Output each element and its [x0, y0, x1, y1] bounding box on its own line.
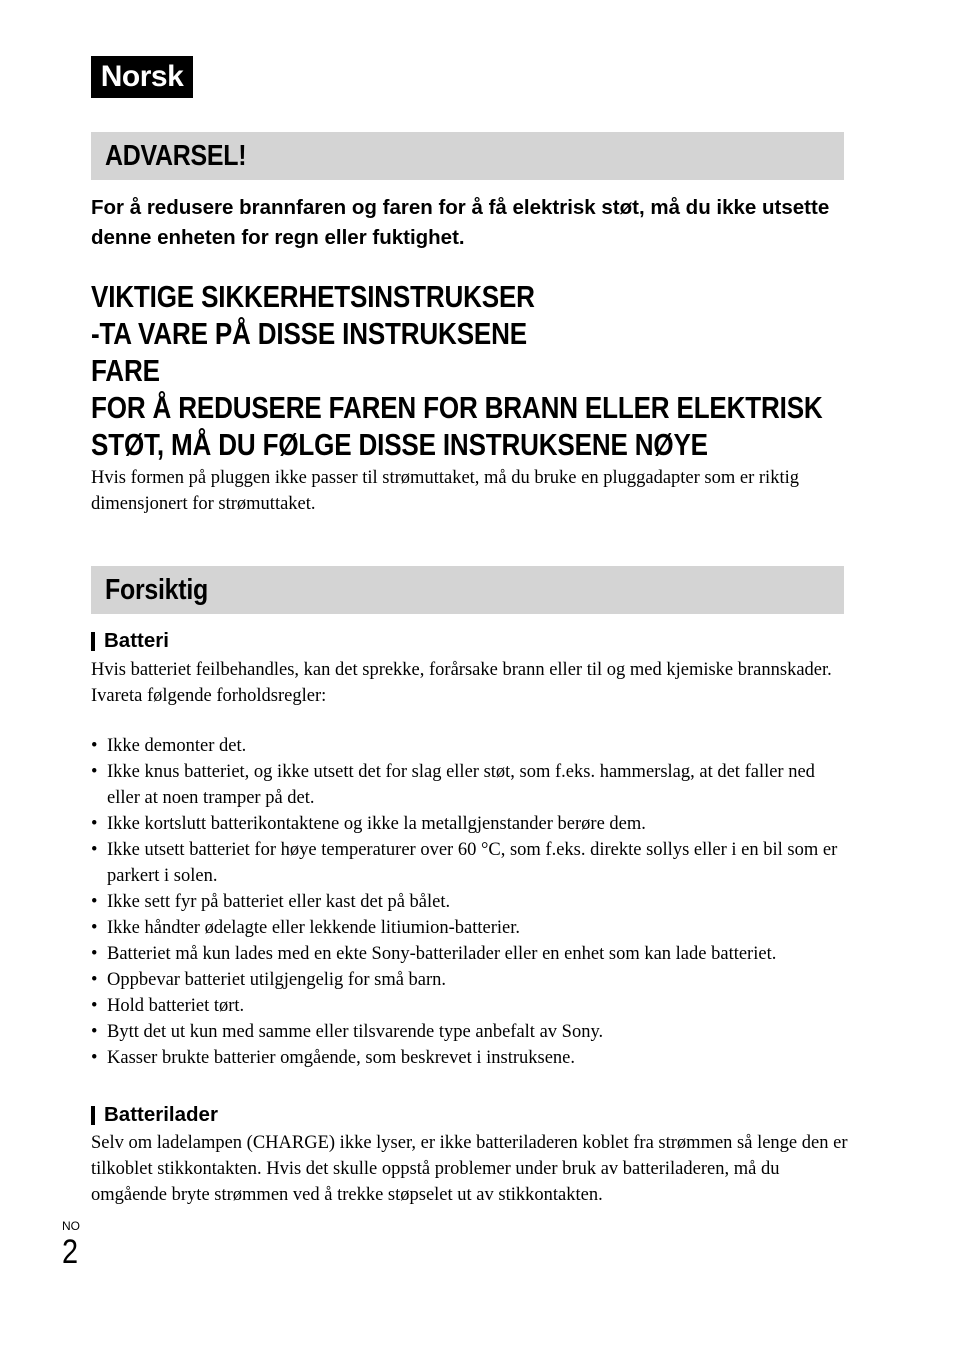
list-item [91, 967, 851, 993]
list-item-text: Ikke knus batteriet, og ikke utsett det for slag eller støt, som f.eks. hammerslag, at det faller ned eller at noen tramper på det. [107, 762, 815, 808]
safety-heading-line-4: FOR Å REDUSERE FAREN FOR BRANN ELLER ELEKTRISK [91, 390, 823, 425]
safety-heading-line-3: FARE [91, 353, 160, 388]
safety-heading [91, 278, 931, 463]
heading-marker-icon [91, 1106, 95, 1125]
list-item-text: Ikke sett fyr på batteriet eller kast det på bålet. [107, 892, 451, 912]
bullet-icon: • [91, 762, 98, 782]
list-item-text: Oppbevar batteriet utilgjengelig for små barn. [107, 970, 447, 990]
caution-section-bar [91, 566, 844, 614]
list-item-text: Ikke utsett batteriet for høye temperaturer over 60 °C, som f.eks. direkte sollys eller i en bil som er parkert i solen. [107, 840, 838, 886]
bullet-icon: • [91, 996, 98, 1016]
bullet-icon: • [91, 918, 98, 938]
page-number: 2 [62, 1233, 79, 1271]
bullet-icon: • [91, 1048, 98, 1068]
charger-text: Selv om ladelampen (CHARGE) ikke lyser, er ikke batteriladeren koblet fra strømmen så lenge den er tilkoblet stikkontakten. Hvis det skulle oppstå problemer under bruk av batteriladeren, må du omgående bryte strømmen ved å trekke støpselet ut av stikkontakten. [91, 1133, 848, 1205]
list-item-text: Ikke håndter ødelagte eller lekkende litiumion-batterier. [107, 918, 520, 938]
bullet-icon: • [91, 970, 98, 990]
bullet-icon: • [91, 892, 98, 912]
list-item [91, 941, 851, 967]
safety-text: Hvis formen på pluggen ikke passer til strømuttaket, må du bruke en pluggadapter som er riktig dimensjonert for strømuttaket. [91, 468, 799, 514]
list-item [91, 1045, 851, 1071]
bullet-icon: • [91, 814, 98, 834]
list-item-text: Hold batteriet tørt. [107, 996, 245, 1016]
heading-marker-icon [91, 632, 95, 651]
list-item-text: Kasser brukte batterier omgående, som beskrevet i instruksene. [107, 1048, 576, 1068]
bullet-icon: • [91, 1022, 98, 1042]
list-item-text: Ikke kortslutt batterikontaktene og ikke la metallgjenstander berøre dem. [107, 814, 646, 834]
warning-text: For å redusere brannfaren og faren for å få elektrisk støt, må du ikke utsette denne enheten for regn eller fuktighet. [91, 196, 830, 249]
warning-section-bar [91, 132, 844, 180]
battery-intro: Hvis batteriet feilbehandles, kan det sprekke, forårsake brann eller til og med kjemiske brannskader. Ivareta følgende forholdsregler: [91, 660, 832, 706]
language-code: NO [62, 1219, 80, 1233]
list-item [91, 759, 851, 811]
bullet-icon: • [91, 840, 98, 860]
charger-heading-label: Batterilader [104, 1103, 218, 1126]
list-item-text: Ikke demonter det. [107, 736, 247, 756]
safety-heading-line-1: VIKTIGE SIKKERHETSINSTRUKSER [91, 279, 535, 314]
warning-title: ADVARSEL! [105, 139, 247, 172]
battery-heading-label: Batteri [104, 629, 169, 652]
charger-heading [91, 1102, 218, 1128]
list-item [91, 915, 851, 941]
battery-heading [91, 628, 169, 654]
language-badge: Norsk [91, 56, 193, 98]
caution-title: Forsiktig [105, 573, 208, 606]
safety-heading-line-2: -TA VARE PÅ DISSE INSTRUKSENE [91, 316, 527, 351]
bullet-icon: • [91, 944, 98, 964]
list-item [91, 811, 851, 837]
list-item [91, 1019, 851, 1045]
list-item [91, 993, 851, 1019]
list-item [91, 733, 851, 759]
battery-precautions-list [91, 733, 851, 1071]
list-item [91, 837, 851, 889]
list-item [91, 889, 851, 915]
list-item-text: Bytt det ut kun med samme eller tilsvarende type anbefalt av Sony. [107, 1022, 604, 1042]
bullet-icon: • [91, 736, 98, 756]
safety-heading-line-5: STØT, MÅ DU FØLGE DISSE INSTRUKSENE NØYE [91, 427, 708, 462]
list-item-text: Batteriet må kun lades med en ekte Sony-batterilader eller en enhet som kan lade batteriet. [107, 944, 777, 964]
